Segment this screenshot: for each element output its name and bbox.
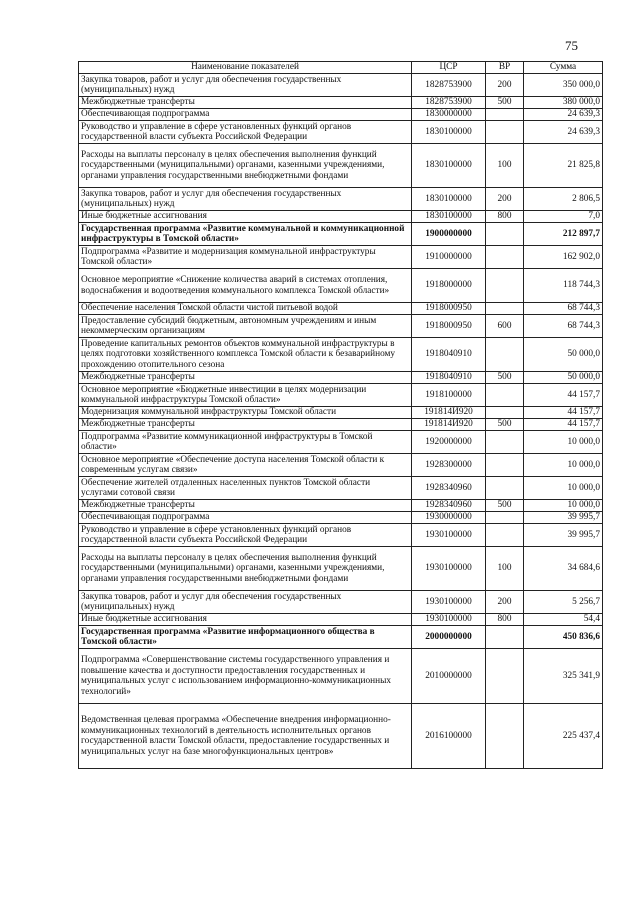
row-csr: 1918000950: [412, 303, 486, 315]
row-vr: [486, 407, 524, 419]
table-row: [79, 591, 603, 614]
row-vr: [486, 477, 524, 500]
row-name: Основное мероприятие «Обеспечение доступа населения Томской области к современным услугам связи»: [79, 454, 412, 477]
row-name: Руководство и управление в сфере установленных функций органов государственной власти субъекта Российской Федерации: [79, 524, 412, 547]
row-csr: 1928300000: [412, 454, 486, 477]
page-number: 75: [565, 38, 578, 53]
row-vr: [486, 223, 524, 246]
row-vr: 100: [486, 547, 524, 591]
row-sum: 350 000,0: [524, 74, 603, 97]
row-vr: 600: [486, 315, 524, 338]
table-row: [79, 188, 603, 211]
row-name: Закупка товаров, работ и услуг для обеспечения государственных (муниципальных) нужд: [79, 591, 412, 614]
row-sum: 10 000,0: [524, 454, 603, 477]
row-sum: 24 639,3: [524, 121, 603, 144]
row-vr: [486, 649, 524, 704]
row-name: Предоставление субсидий бюджетным, автономным учреждениям и иным некоммерческим организациям: [79, 315, 412, 338]
row-name: Обеспечение населения Томской области чистой питьевой водой: [79, 303, 412, 315]
row-vr: 800: [486, 211, 524, 223]
row-name: Иные бюджетные ассигнования: [79, 614, 412, 626]
row-csr: 1830100000: [412, 121, 486, 144]
row-csr: 191814И920: [412, 407, 486, 419]
row-vr: [486, 303, 524, 315]
row-csr: 191814И920: [412, 419, 486, 431]
row-sum: 50 000,0: [524, 338, 603, 372]
row-sum: 162 902,0: [524, 246, 603, 269]
row-csr: 1830000000: [412, 109, 486, 121]
row-sum: 7,0: [524, 211, 603, 223]
table-row: [79, 704, 603, 769]
row-csr: 2000000000: [412, 626, 486, 649]
row-vr: 500: [486, 500, 524, 512]
table-row: [79, 431, 603, 454]
row-sum: 39 995,7: [524, 524, 603, 547]
row-sum: 21 825,8: [524, 144, 603, 188]
row-sum: 10 000,0: [524, 500, 603, 512]
row-sum: 50 000,0: [524, 372, 603, 384]
row-vr: 500: [486, 97, 524, 109]
table-row: [79, 303, 603, 315]
column-header-sum: Сумма: [524, 62, 603, 74]
table-row: [79, 614, 603, 626]
row-sum: 5 256,7: [524, 591, 603, 614]
column-header-vr: ВР: [486, 62, 524, 74]
table-row: [79, 315, 603, 338]
row-csr: 1930100000: [412, 524, 486, 547]
table-row: [79, 384, 603, 407]
row-name: Государственная программа «Развитие информационного общества в Томской области»: [79, 626, 412, 649]
row-name: Закупка товаров, работ и услуг для обеспечения государственных (муниципальных) нужд: [79, 74, 412, 97]
row-name: Расходы на выплаты персоналу в целях обеспечения выполнения функций государственными (муниципальными) органами, казенными учреждениями, органами управления государственными внебюджетными фондами: [79, 547, 412, 591]
table-row: [79, 512, 603, 524]
row-sum: 325 341,9: [524, 649, 603, 704]
row-csr: 1918040910: [412, 372, 486, 384]
row-sum: 24 639,3: [524, 109, 603, 121]
row-csr: 1830100000: [412, 144, 486, 188]
row-vr: 100: [486, 144, 524, 188]
row-vr: [486, 626, 524, 649]
row-csr: 1830100000: [412, 188, 486, 211]
row-name: Подпрограмма «Развитие коммуникационной инфраструктуры в Томской области»: [79, 431, 412, 454]
budget-table: [78, 61, 603, 769]
row-vr: [486, 512, 524, 524]
row-csr: 2016100000: [412, 704, 486, 769]
row-name: Модернизация коммунальной инфраструктуры Томской области: [79, 407, 412, 419]
row-sum: 450 836,6: [524, 626, 603, 649]
row-csr: 1928340960: [412, 500, 486, 512]
row-vr: 200: [486, 591, 524, 614]
row-csr: 1918100000: [412, 384, 486, 407]
row-csr: 1930000000: [412, 512, 486, 524]
table-row: [79, 97, 603, 109]
row-vr: [486, 431, 524, 454]
table-row: [79, 626, 603, 649]
column-header-csr: ЦСР: [412, 62, 486, 74]
table-row: [79, 649, 603, 704]
row-sum: 2 806,5: [524, 188, 603, 211]
row-csr: 1930100000: [412, 547, 486, 591]
row-vr: 200: [486, 188, 524, 211]
row-sum: 34 684,6: [524, 547, 603, 591]
table-row: [79, 74, 603, 97]
row-csr: 1928340960: [412, 477, 486, 500]
column-header-name: Наименование показателей: [79, 62, 412, 74]
row-name: Ведомственная целевая программа «Обеспечение внедрения информационно-коммуникационных технологий в деятельность исполнительных органов государственной власти Томской области, предоставление государственных и муниципальных услуг на базе многофункциональных центров»: [79, 704, 412, 769]
row-vr: [486, 269, 524, 303]
table-row: [79, 372, 603, 384]
row-vr: [486, 704, 524, 769]
row-name: Основное мероприятие «Снижение количества аварий в системах отопления, водоснабжения и водоотведения коммунального комплекса Томской области»: [79, 269, 412, 303]
row-csr: 1828753900: [412, 74, 486, 97]
row-csr: 1918000950: [412, 315, 486, 338]
table-row: [79, 121, 603, 144]
row-sum: 68 744,3: [524, 315, 603, 338]
row-name: Обеспечивающая подпрограмма: [79, 512, 412, 524]
row-sum: 10 000,0: [524, 431, 603, 454]
row-csr: 1900000000: [412, 223, 486, 246]
row-vr: [486, 121, 524, 144]
row-vr: 500: [486, 419, 524, 431]
row-sum: 10 000,0: [524, 477, 603, 500]
row-csr: 1918040910: [412, 338, 486, 372]
row-name: Закупка товаров, работ и услуг для обеспечения государственных (муниципальных) нужд: [79, 188, 412, 211]
row-vr: [486, 384, 524, 407]
row-vr: [486, 524, 524, 547]
row-name: Межбюджетные трансферты: [79, 500, 412, 512]
table-row: [79, 419, 603, 431]
table-row: [79, 500, 603, 512]
row-vr: [486, 454, 524, 477]
row-name: Межбюджетные трансферты: [79, 419, 412, 431]
table-row: [79, 211, 603, 223]
row-vr: 200: [486, 74, 524, 97]
row-csr: 1930100000: [412, 614, 486, 626]
row-sum: 54,4: [524, 614, 603, 626]
table-row: [79, 338, 603, 372]
row-sum: 68 744,3: [524, 303, 603, 315]
row-csr: 1828753900: [412, 97, 486, 109]
row-csr: 2010000000: [412, 649, 486, 704]
row-vr: 800: [486, 614, 524, 626]
row-name: Межбюджетные трансферты: [79, 97, 412, 109]
row-sum: 39 995,7: [524, 512, 603, 524]
row-sum: 212 897,7: [524, 223, 603, 246]
row-name: Межбюджетные трансферты: [79, 372, 412, 384]
table-row: [79, 144, 603, 188]
table-row: [79, 109, 603, 121]
row-vr: [486, 109, 524, 121]
table-row: [79, 524, 603, 547]
table-row: [79, 477, 603, 500]
row-vr: [486, 246, 524, 269]
row-sum: 44 157,7: [524, 384, 603, 407]
table-row: [79, 454, 603, 477]
row-name: Расходы на выплаты персоналу в целях обеспечения выполнения функций государственными (муниципальными) органами, казенными учреждениями, органами управления государственными внебюджетными фондами: [79, 144, 412, 188]
table-row: [79, 246, 603, 269]
table-header-row: [79, 62, 603, 74]
row-sum: 44 157,7: [524, 407, 603, 419]
table-row: [79, 547, 603, 591]
row-name: Государственная программа «Развитие коммунальной и коммуникационной инфраструктуры в Томской области»: [79, 223, 412, 246]
row-name: Обеспечивающая подпрограмма: [79, 109, 412, 121]
row-csr: 1918000000: [412, 269, 486, 303]
row-sum: 44 157,7: [524, 419, 603, 431]
row-csr: 1910000000: [412, 246, 486, 269]
row-sum: 225 437,4: [524, 704, 603, 769]
table-row: [79, 407, 603, 419]
row-sum: 118 744,3: [524, 269, 603, 303]
row-name: Подпрограмма «Совершенствование системы государственного управления и повышение качества и доступности предоставления государственных и муниципальных услуг с использованием информационно-коммуникационных технологий»: [79, 649, 412, 704]
row-csr: 1830100000: [412, 211, 486, 223]
row-csr: 1930100000: [412, 591, 486, 614]
row-sum: 380 000,0: [524, 97, 603, 109]
row-name: Руководство и управление в сфере установленных функций органов государственной власти субъекта Российской Федерации: [79, 121, 412, 144]
table-row: [79, 223, 603, 246]
row-name: Обеспечение жителей отдаленных населенных пунктов Томской области услугами сотовой связи: [79, 477, 412, 500]
row-name: Иные бюджетные ассигнования: [79, 211, 412, 223]
row-vr: [486, 338, 524, 372]
row-name: Основное мероприятие «Бюджетные инвестиции в целях модернизации коммунальной инфраструктуры Томской области»: [79, 384, 412, 407]
row-name: Подпрограмма «Развитие и модернизация коммунальной инфраструктуры Томской области»: [79, 246, 412, 269]
row-name: Проведение капитальных ремонтов объектов коммунальной инфраструктуры в целях подготовки хозяйственного комплекса Томской области к безаварийному прохождению отопительного сезона: [79, 338, 412, 372]
row-vr: 500: [486, 372, 524, 384]
table-row: [79, 269, 603, 303]
row-csr: 1920000000: [412, 431, 486, 454]
